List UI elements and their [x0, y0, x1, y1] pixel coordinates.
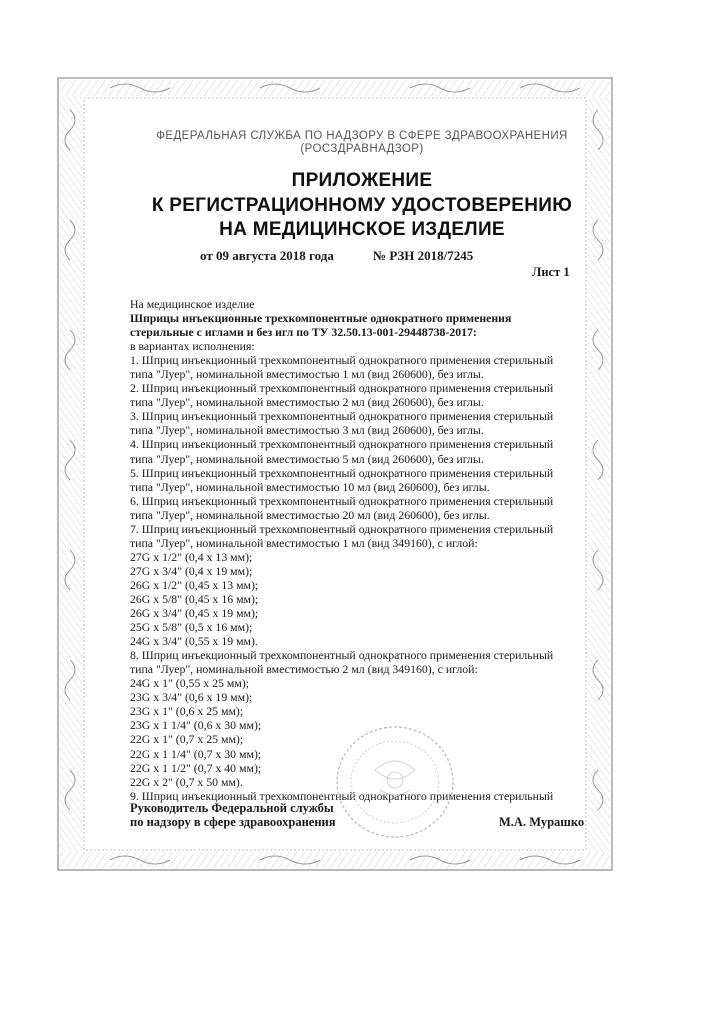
- needle-size-line: 23G x 1 1/4" (0,6 x 30 мм);: [130, 718, 262, 733]
- variant-line: 8. Шприц инъекционный трехкомпонентный однократного применения стерильный: [130, 648, 554, 663]
- needle-size-line: 22G x 1 1/4" (0,7 x 30 мм);: [130, 746, 262, 761]
- needle-size-line: 22G x 1 1/2" (0,7 x 40 мм);: [130, 760, 262, 775]
- needle-size-line: 25G x 5/8" (0,5 x 16 мм);: [130, 620, 253, 635]
- variant-line: 5. Шприц инъекционный трехкомпонентный однократного применения стерильный: [130, 465, 554, 480]
- official-stamp: [325, 720, 465, 850]
- variant-line: 9. Шприц инъекционный трехкомпонентный однократного применения стерильный: [130, 788, 554, 803]
- needle-size-line: 22G x 2" (0,7 x 50 мм).: [130, 774, 243, 789]
- signer-name: М.А. Мурашко: [499, 815, 585, 829]
- variant-line: типа "Луер", номинальной вместимостью 2 мл (вид 349160), с иглой:: [130, 662, 478, 677]
- product-name-line: стерильные с иглами и без игл по ТУ 32.50.13-001-29448738-2017:: [130, 325, 477, 340]
- variant-line: типа "Луер", номинальной вместимостью 1 мл (вид 349160), с иглой:: [130, 535, 478, 550]
- needle-size-line: 23G x 1" (0,6 x 25 мм);: [130, 704, 244, 719]
- document-title-line2: К РЕГИСТРАЦИОННОМУ УДОСТОВЕРЕНИЮ: [151, 195, 573, 216]
- needle-size-line: 26G x 5/8" (0,45 x 16 мм);: [130, 591, 259, 606]
- needle-size-line: 24G x 1" (0,55 x 25 мм);: [130, 676, 250, 691]
- variant-line: типа "Луер", номинальной вместимостью 5 мл (вид 260600), без иглы.: [130, 451, 484, 466]
- certificate-date: от 09 августа 2018 года: [200, 248, 334, 263]
- signer-title-line2: по надзору в сфере здравоохранения: [130, 815, 336, 829]
- agency-abbreviation: (РОСЗДРАВНАДЗОР): [300, 143, 424, 155]
- variant-line: типа "Луер", номинальной вместимостью 20 мл (вид 260600), без иглы.: [130, 507, 490, 522]
- variant-line: типа "Луер", номинальной вместимостью 10 мл (вид 260600), без иглы.: [130, 479, 490, 494]
- certificate-number: № РЗН 2018/7245: [373, 248, 474, 263]
- variant-line: 2. Шприц инъекционный трехкомпонентный однократного применения стерильный: [130, 381, 554, 396]
- variant-line: 7. Шприц инъекционный трехкомпонентный однократного применения стерильный: [130, 521, 554, 536]
- needle-size-line: 26G x 3/4" (0,45 x 19 мм);: [130, 606, 259, 621]
- needle-size-line: 24G x 3/4" (0,55 x 19 мм).: [130, 634, 258, 649]
- product-name-line: Шприцы инъекционные трехкомпонентные однократного применения: [130, 311, 512, 326]
- variant-line: 1. Шприц инъекционный трехкомпонентный однократного применения стерильный: [130, 353, 554, 368]
- signer-title-line1: Руководитель Федеральной службы: [130, 801, 334, 815]
- document-title-line1: ПРИЛОЖЕНИЕ: [291, 170, 433, 191]
- variant-line: типа "Луер", номинальной вместимостью 3 мл (вид 260600), без иглы.: [130, 423, 484, 438]
- variant-line: 4. Шприц инъекционный трехкомпонентный однократного применения стерильный: [130, 437, 554, 452]
- needle-size-line: 23G x 3/4" (0,6 x 19 мм);: [130, 690, 253, 705]
- needle-size-line: 27G x 3/4" (0,4 x 19 мм);: [130, 563, 253, 578]
- variants-intro: в вариантах исполнения:: [130, 339, 255, 354]
- needle-size-line: 27G x 1/2" (0,4 x 13 мм);: [130, 549, 253, 564]
- sheet-number: Лист 1: [532, 265, 570, 279]
- document-title-line3: НА МЕДИЦИНСКОЕ ИЗДЕЛИЕ: [219, 219, 505, 240]
- variant-line: 6. Шприц инъекционный трехкомпонентный однократного применения стерильный: [130, 493, 554, 508]
- agency-name: ФЕДЕРАЛЬНАЯ СЛУЖБА ПО НАДЗОРУ В СФЕРЕ ЗДРАВООХРАНЕНИЯ: [156, 130, 568, 142]
- variant-line: типа "Луер", номинальной вместимостью 1 мл (вид 260600), без иглы.: [130, 367, 484, 382]
- body-intro: На медицинское изделие: [130, 297, 255, 311]
- needle-size-line: 22G x 1" (0,7 x 25 мм);: [130, 732, 244, 747]
- variant-line: 3. Шприц инъекционный трехкомпонентный однократного применения стерильный: [130, 409, 554, 424]
- needle-size-line: 26G x 1/2" (0,45 x 13 мм);: [130, 577, 259, 592]
- variant-line: типа "Луер", номинальной вместимостью 2 мл (вид 260600), без иглы.: [130, 395, 484, 410]
